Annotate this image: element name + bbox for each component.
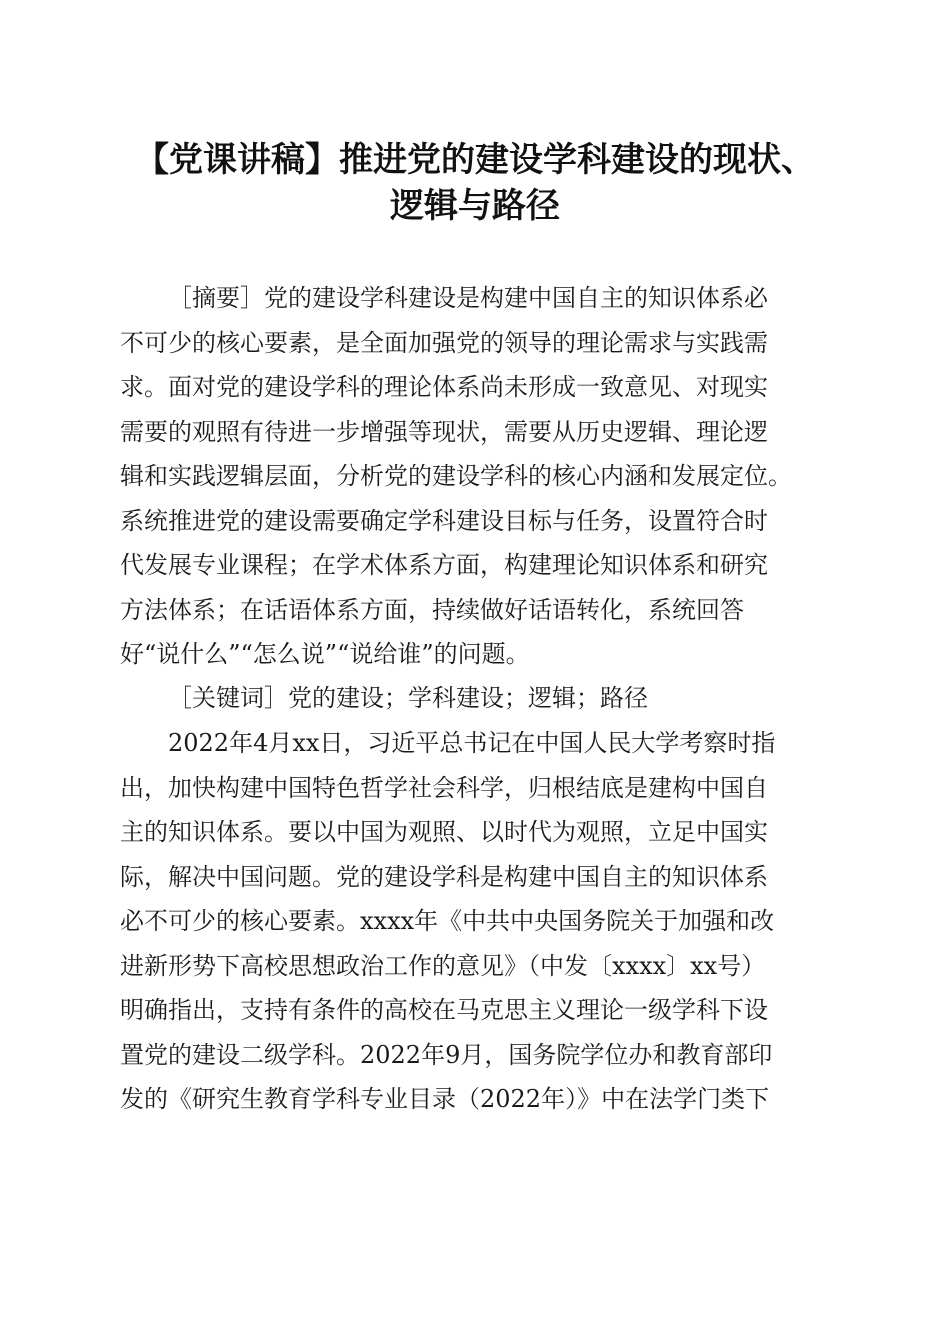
paragraph-line: 主的知识体系。要以中国为观照、以时代为观照，立足中国实	[120, 818, 768, 846]
abstract-line: ［摘要］党的建设学科建设是构建中国自主的知识体系必	[168, 284, 768, 312]
paragraph-line: 出，加快构建中国特色哲学社会科学，归根结底是建构中国自	[120, 773, 768, 802]
keywords-section	[120, 676, 840, 721]
paragraph-line: 2022年4月xx日，习近平总书记在中国人民大学考察时指	[168, 729, 776, 757]
paragraph-1	[120, 721, 840, 1122]
paragraph-line: 置党的建设二级学科。2022年9月，国务院学位办和教育部印	[120, 1040, 773, 1069]
abstract-line: 求。面对党的建设学科的理论体系尚未形成一致意见、对现实	[120, 373, 768, 401]
abstract-section	[120, 276, 840, 677]
abstract-line: 辑和实践逻辑层面，分析党的建设学科的核心内涵和发展定位。	[120, 462, 792, 490]
keywords-line: ［关键词］党的建设；学科建设；逻辑；路径	[168, 684, 648, 712]
paragraph-line: 进新形势下高校思想政治工作的意见》（中发〔xxxx〕xx号）	[120, 951, 766, 980]
abstract-line: 不可少的核心要素，是全面加强党的领导的理论需求与实践需	[120, 328, 768, 357]
abstract-line: 系统推进党的建设需要确定学科建设目标与任务，设置符合时	[120, 506, 768, 535]
document-title-line-2: 逻辑与路径	[390, 186, 560, 226]
paragraph-line: 明确指出，支持有条件的高校在马克思主义理论一级学科下设	[120, 996, 768, 1024]
abstract-line: 方法体系；在话语体系方面，持续做好话语转化，系统回答	[120, 595, 744, 624]
abstract-line: 代发展专业课程；在学术体系方面，构建理论知识体系和研究	[120, 551, 768, 579]
abstract-line: 需要的观照有待进一步增强等现状，需要从历史逻辑、理论逻	[120, 417, 768, 446]
paragraph-line: 必不可少的核心要素。xxxx年《中共中央国务院关于加强和改	[120, 907, 775, 935]
abstract-line: 好“说什么”“怎么说”“说给谁”的问题。	[120, 640, 530, 668]
paragraph-line: 发的《研究生教育学科专业目录（2022年）》中在法学门类下	[120, 1085, 770, 1113]
document-title-line-1: 【党课讲稿】推进党的建设学科建设的现状、	[135, 140, 815, 180]
paragraph-line: 际，解决中国问题。党的建设学科是构建中国自主的知识体系	[120, 862, 768, 891]
